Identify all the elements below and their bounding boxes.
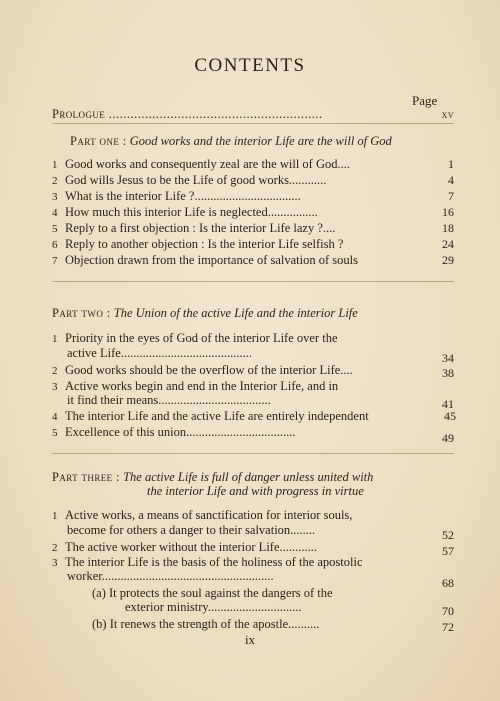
part-one-prefix: Part one : bbox=[70, 134, 127, 148]
toc-subentry bbox=[92, 617, 454, 634]
toc-entry bbox=[52, 205, 454, 220]
entry-page: 4 bbox=[448, 173, 454, 187]
part-three-title-line2: the interior Life and with progress in virtue bbox=[147, 484, 364, 498]
toc-entry bbox=[52, 540, 454, 558]
entry-number: 3 bbox=[52, 557, 58, 569]
part-three-heading-line2 bbox=[147, 484, 500, 498]
subentry-label: (a) bbox=[92, 586, 106, 600]
part-three-heading bbox=[52, 470, 452, 484]
entry-page: 34 bbox=[442, 351, 454, 365]
part-two-title: The Union of the active Life and the interior Life bbox=[113, 306, 358, 320]
entry-text: Reply to another objection : Is the interior Life selfish ? bbox=[65, 237, 344, 251]
divider bbox=[52, 453, 454, 454]
entry-number: 1 bbox=[52, 333, 58, 345]
page-column-header: Page bbox=[412, 93, 438, 108]
subentry-text: It renews the strength of the apostle.......... bbox=[109, 617, 320, 631]
entry-text: Active works, a means of sanctification for interior souls, bbox=[65, 508, 353, 522]
entry-number: 2 bbox=[52, 175, 58, 187]
entry-continuation: it find their means.................................... bbox=[67, 393, 271, 407]
entry-text: How much this interior Life is neglected................ bbox=[65, 205, 318, 219]
entry-continuation: become for others a danger to their salvation........ bbox=[67, 523, 316, 537]
entry-number: 2 bbox=[52, 542, 58, 554]
entry-number: 2 bbox=[52, 365, 58, 377]
part-three-prefix: Part three : bbox=[52, 470, 120, 484]
entry-text: Priority in the eyes of God of the interior Life over the bbox=[65, 331, 338, 345]
entry-continuation: worker....................................................... bbox=[67, 569, 274, 583]
leader-dots: ........................................................... bbox=[105, 107, 323, 121]
toc-subentry bbox=[92, 586, 454, 600]
entry-page: 57 bbox=[442, 544, 454, 558]
entry-page: 24 bbox=[442, 237, 454, 251]
part-three-title-line1: The active Life is full of danger unless united with bbox=[123, 470, 374, 484]
page-number: ix bbox=[244, 632, 256, 647]
toc-entry bbox=[52, 221, 454, 236]
entry-number: 1 bbox=[52, 510, 58, 522]
entry-text: Active works begin and end in the Interior Life, and in bbox=[65, 379, 339, 393]
subentry-text: It protects the soul against the dangers of the bbox=[109, 586, 333, 600]
entry-text: Reply to a first objection : Is the interior Life lazy ?.... bbox=[65, 221, 336, 235]
entry-page: 52 bbox=[442, 528, 454, 542]
entry-number: 4 bbox=[52, 207, 58, 219]
page-title: CONTENTS bbox=[194, 55, 306, 76]
toc-entry bbox=[52, 237, 454, 252]
toc-entry bbox=[52, 173, 454, 188]
entry-number: 3 bbox=[52, 191, 58, 203]
subentry-continuation: exterior ministry.............................. bbox=[125, 600, 302, 614]
toc-entry bbox=[52, 189, 454, 204]
entry-number: 1 bbox=[52, 159, 58, 171]
divider bbox=[52, 123, 454, 124]
entry-number: 7 bbox=[52, 255, 58, 267]
entry-text: Objection drawn from the importance of salvation of souls bbox=[65, 253, 358, 267]
entry-page: 29 bbox=[442, 253, 454, 267]
part-one-heading bbox=[70, 134, 470, 148]
toc-entry bbox=[52, 363, 454, 378]
entry-number: 5 bbox=[52, 427, 58, 439]
entry-page: 45 bbox=[444, 409, 456, 423]
toc-entry bbox=[52, 379, 454, 394]
prologue-page: xv bbox=[441, 107, 454, 121]
toc-entry bbox=[52, 508, 454, 523]
entry-text: The interior Life is the basis of the holiness of the apostolic bbox=[65, 555, 363, 569]
toc-entry bbox=[52, 253, 454, 268]
entry-text: The interior Life and the active Life are entirely independent bbox=[65, 409, 369, 423]
subentry-label: (b) bbox=[92, 617, 107, 631]
entry-page: 49 bbox=[442, 431, 454, 445]
entry-text: What is the interior Life ?.................................. bbox=[65, 189, 301, 203]
entry-page: 68 bbox=[442, 576, 454, 590]
entry-continuation: active Life.......................................... bbox=[67, 346, 253, 360]
entry-page: 41 bbox=[442, 397, 454, 411]
entry-number: 6 bbox=[52, 239, 58, 251]
entry-page: 1 bbox=[448, 157, 454, 171]
entry-text: Good works and consequently zeal are the will of God.... bbox=[65, 157, 350, 171]
toc-entry bbox=[52, 555, 454, 570]
entry-text: The active worker without the interior Life............ bbox=[65, 540, 318, 554]
entry-page: 16 bbox=[442, 205, 454, 219]
toc-entry bbox=[52, 425, 454, 445]
prologue-label: Prologue bbox=[52, 107, 106, 121]
toc-entry bbox=[52, 409, 454, 424]
part-two-heading bbox=[52, 306, 452, 320]
entry-page: 38 bbox=[442, 366, 454, 380]
part-one-title: Good works and the interior Life are the will of God bbox=[129, 134, 392, 148]
prologue-entry bbox=[52, 107, 454, 121]
toc-entry bbox=[52, 157, 454, 172]
entry-page: 72 bbox=[442, 620, 454, 634]
toc-entry bbox=[52, 331, 454, 346]
entry-page: 18 bbox=[442, 221, 454, 235]
divider bbox=[52, 281, 454, 282]
entry-text: Good works should be the overflow of the interior Life.... bbox=[65, 363, 353, 377]
entry-page: 7 bbox=[448, 189, 454, 203]
entry-number: 3 bbox=[52, 381, 58, 393]
entry-text: God wills Jesus to be the Life of good works............ bbox=[65, 173, 327, 187]
part-two-prefix: Part two : bbox=[52, 306, 111, 320]
entry-number: 4 bbox=[52, 411, 58, 423]
entry-page: 70 bbox=[442, 604, 454, 618]
entry-text: Excellence of this union................................... bbox=[65, 425, 296, 439]
entry-number: 5 bbox=[52, 223, 58, 235]
